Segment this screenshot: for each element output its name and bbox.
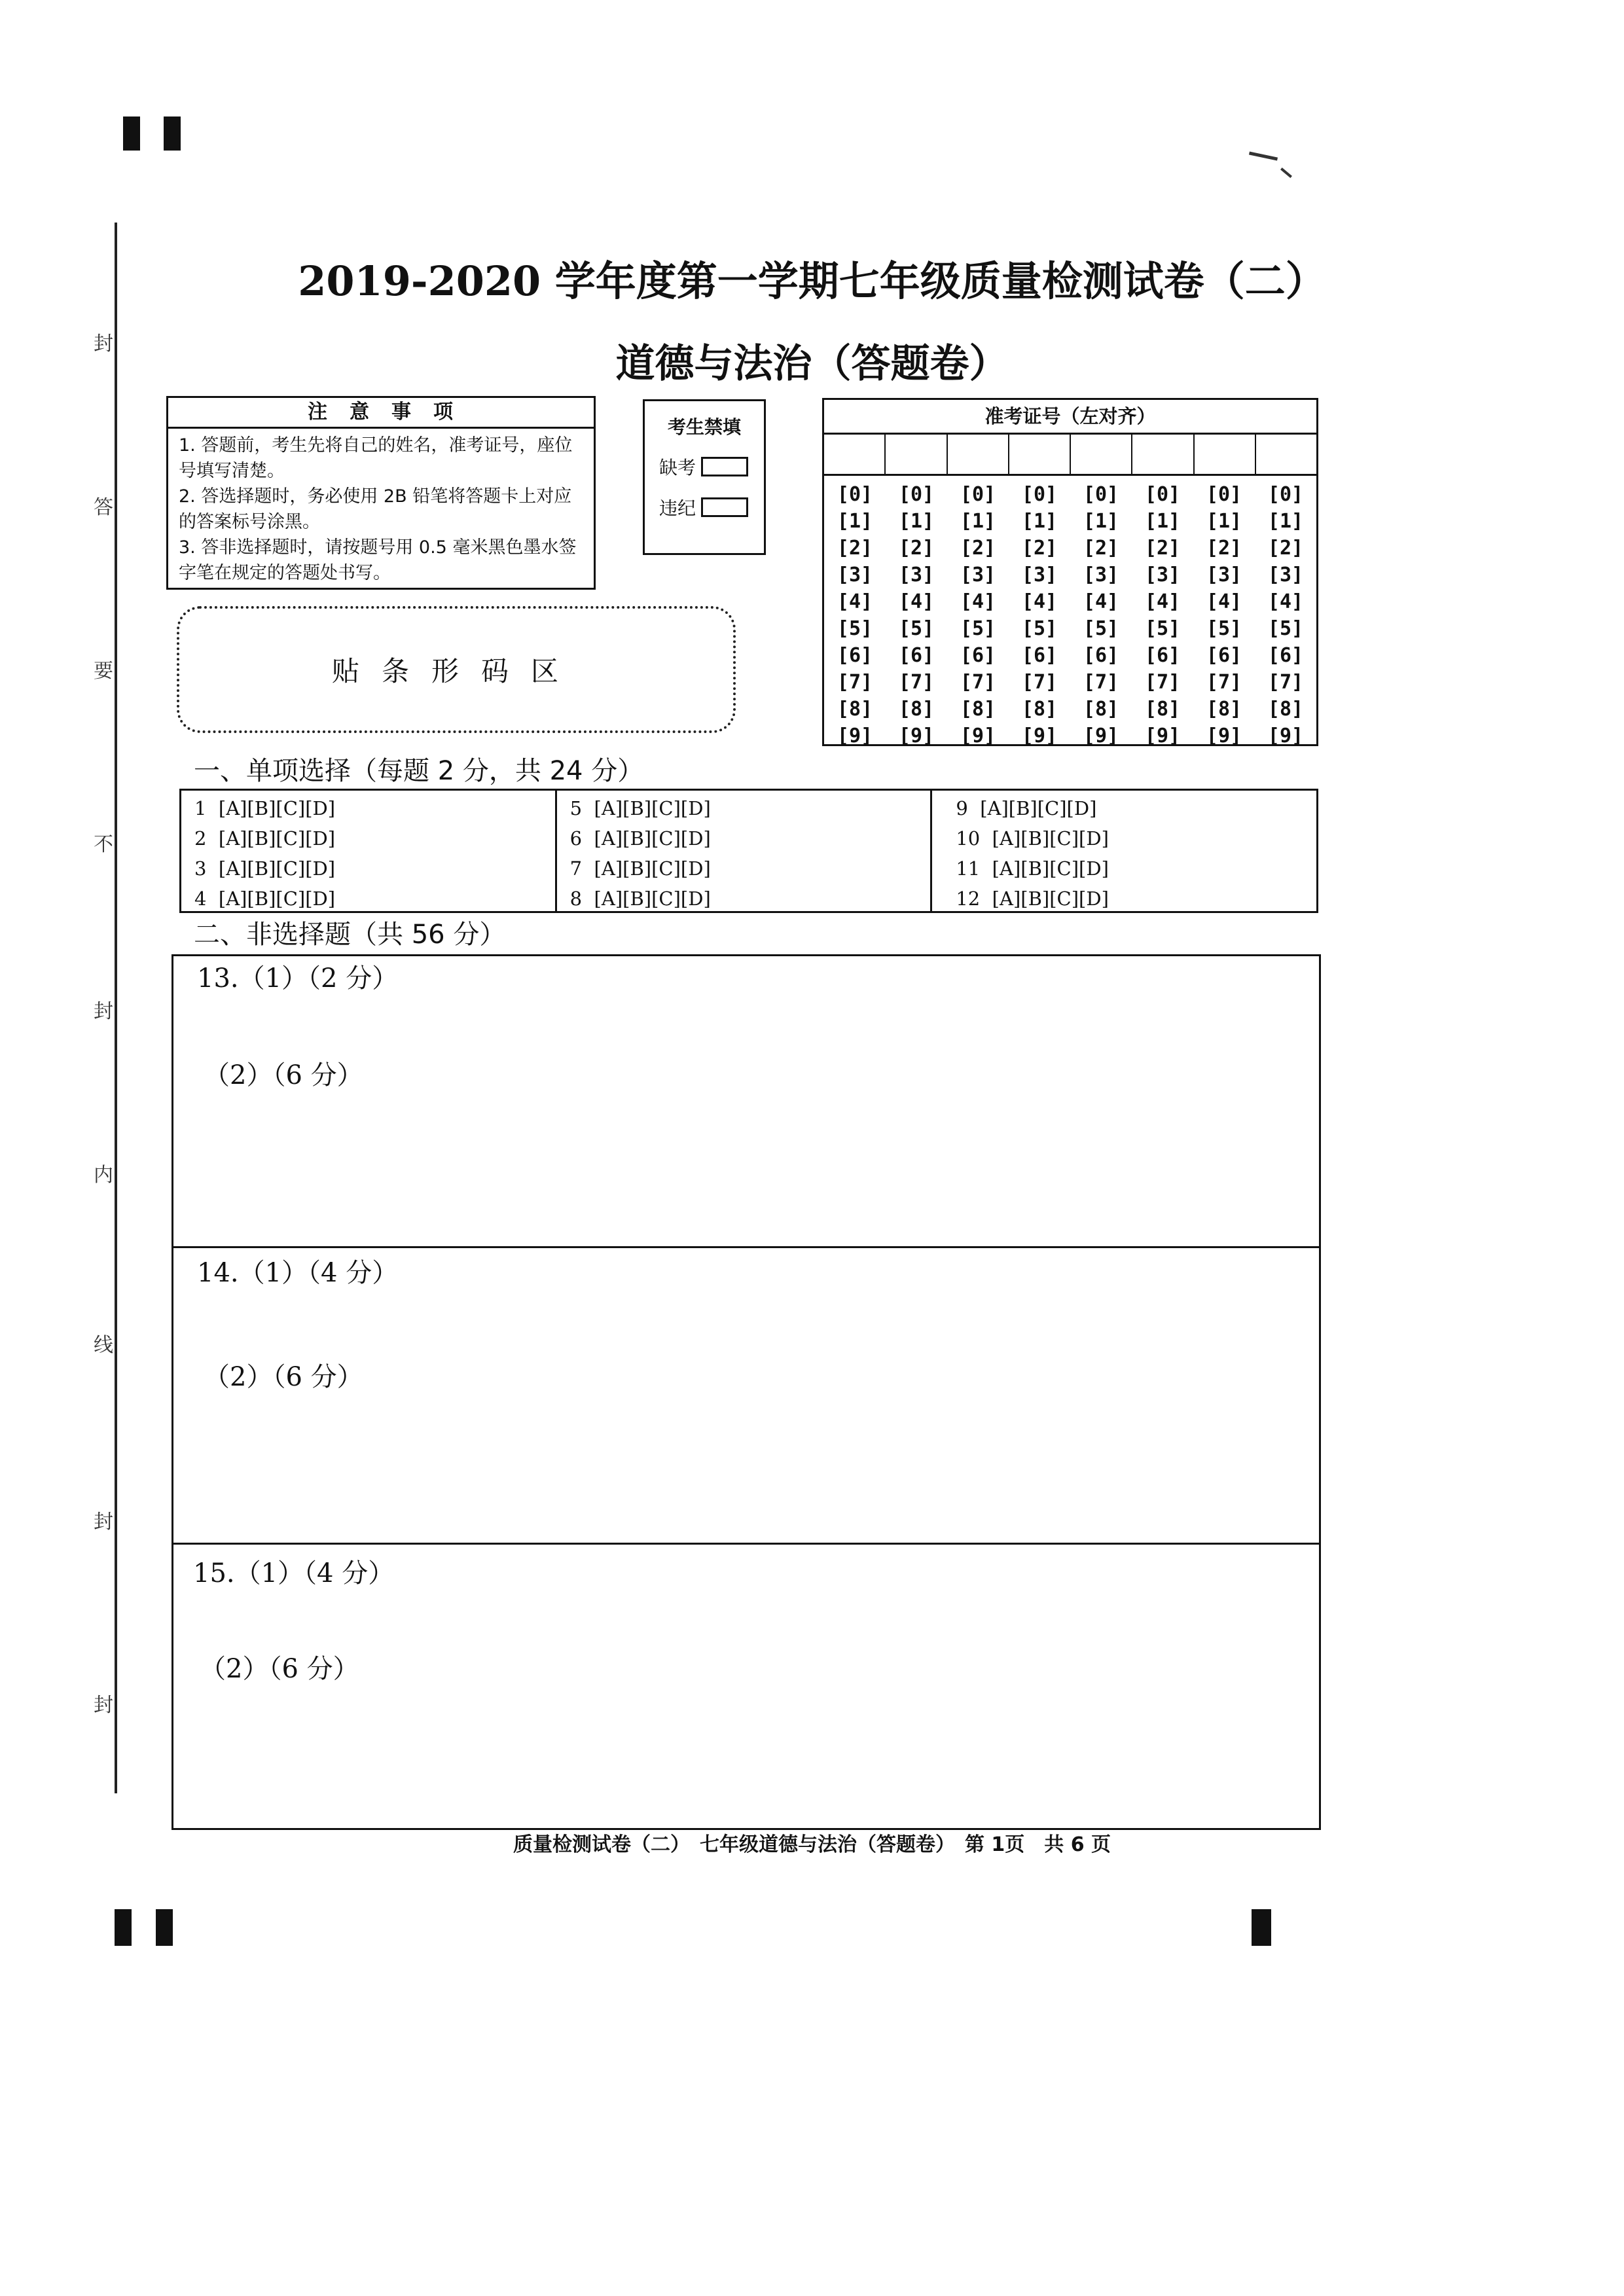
binding-char: 封 <box>94 332 113 355</box>
exam-id-bubble[interactable]: [1] <box>960 510 996 533</box>
exam-id-bubble[interactable]: [7] <box>1206 671 1242 694</box>
exam-id-bubble[interactable]: [4] <box>1021 590 1058 613</box>
exam-id-bubble[interactable]: [7] <box>1083 671 1119 694</box>
exam-id-bubble[interactable]: [3] <box>1021 564 1058 586</box>
exam-id-bubble[interactable]: [5] <box>898 617 935 640</box>
exam-id-bubble[interactable]: [2] <box>1083 537 1119 560</box>
exam-id-bubble[interactable]: [4] <box>1083 590 1119 613</box>
exam-id-digit-column[interactable] <box>1070 481 1132 749</box>
exam-id-bubble[interactable]: [9] <box>898 725 935 747</box>
choice-column <box>181 791 557 911</box>
exam-id-bubble[interactable]: [2] <box>898 537 935 560</box>
alignment-mark <box>123 117 140 151</box>
choice-column <box>932 791 1316 911</box>
absent-label: 缺考 <box>659 457 696 478</box>
exam-id-digit-column[interactable] <box>1193 481 1255 749</box>
exam-id-bubble[interactable]: [4] <box>898 590 935 613</box>
exam-id-bubble[interactable]: [6] <box>1083 644 1119 667</box>
exam-id-bubble[interactable]: [8] <box>1144 698 1181 721</box>
exam-id-bubble[interactable]: [8] <box>898 698 935 721</box>
barcode-area[interactable] <box>177 606 736 733</box>
notice-box <box>166 396 596 590</box>
question-13-part-2: （2）（6 分） <box>204 1060 363 1090</box>
choice-row[interactable]: 5 [A][B][C][D] <box>569 797 711 819</box>
exam-id-bubble[interactable]: [3] <box>960 564 996 586</box>
binding-char: 封 <box>94 1000 113 1023</box>
exam-id-bubble[interactable]: [0] <box>837 483 873 506</box>
choice-row[interactable]: 7 [A][B][C][D] <box>569 857 711 880</box>
exam-id-bubble[interactable]: [9] <box>1206 725 1242 747</box>
exam-id-bubble[interactable]: [5] <box>1144 617 1181 640</box>
exam-id-bubble[interactable]: [9] <box>1083 725 1119 747</box>
exam-id-bubble[interactable]: [6] <box>1021 644 1058 667</box>
exam-id-bubble[interactable]: [8] <box>1083 698 1119 721</box>
page-title: 2019-2020 学年度第一学期七年级质量检测试卷（二） <box>298 257 1326 305</box>
exam-id-bubble[interactable]: [4] <box>837 590 873 613</box>
exam-id-bubble[interactable]: [0] <box>1206 483 1242 506</box>
choice-row[interactable]: 9 [A][B][C][D] <box>956 797 1097 819</box>
question-15-part-2: （2）（6 分） <box>200 1654 359 1684</box>
exam-id-bubble[interactable]: [7] <box>960 671 996 694</box>
exam-id-bubble[interactable]: [9] <box>1144 725 1181 747</box>
question-15-block[interactable] <box>173 1543 1319 1828</box>
absent-checkbox[interactable] <box>701 457 748 476</box>
choice-row[interactable]: 6 [A][B][C][D] <box>569 827 711 850</box>
question-14-block[interactable] <box>173 1246 1319 1543</box>
scan-speck <box>1280 168 1292 178</box>
binding-char: 线 <box>94 1334 113 1357</box>
violation-label: 违纪 <box>659 497 696 519</box>
exam-id-grid <box>822 398 1318 746</box>
alignment-mark <box>115 1909 132 1946</box>
choice-row[interactable]: 2 [A][B][C][D] <box>194 827 336 850</box>
binding-char: 封 <box>94 1694 113 1717</box>
choice-row[interactable]: 4 [A][B][C][D] <box>194 888 336 910</box>
exam-id-digit-column[interactable] <box>886 481 947 749</box>
exam-id-bubble[interactable]: [6] <box>1206 644 1242 667</box>
exam-id-bubble[interactable]: [6] <box>1267 644 1304 667</box>
exam-id-bubble[interactable]: [5] <box>1267 617 1304 640</box>
binding-char: 要 <box>94 660 113 683</box>
absence-title: 考生禁填 <box>667 416 741 438</box>
exam-id-bubble[interactable]: [1] <box>1083 510 1119 533</box>
exam-id-bubble[interactable]: [9] <box>1021 725 1058 747</box>
exam-id-bubbles[interactable] <box>824 476 1316 749</box>
exam-id-bubble[interactable]: [9] <box>960 725 996 747</box>
exam-id-bubble[interactable]: [0] <box>1083 483 1119 506</box>
exam-id-bubble[interactable]: [1] <box>837 510 873 533</box>
exam-id-bubble[interactable]: [8] <box>1021 698 1058 721</box>
alignment-mark <box>1252 1909 1271 1946</box>
page-footer: 质量检测试卷（二） 七年级道德与法治（答题卷） 第 1页 共 6 页 <box>513 1833 1111 1856</box>
exam-id-bubble[interactable]: [9] <box>837 725 873 747</box>
exam-id-bubble[interactable]: [6] <box>837 644 873 667</box>
choice-row[interactable]: 8 [A][B][C][D] <box>569 888 711 910</box>
exam-id-bubble[interactable]: [2] <box>960 537 996 560</box>
exam-id-bubble[interactable]: [0] <box>960 483 996 506</box>
barcode-label: 贴条形码区 <box>331 655 581 687</box>
notice-item: 1. 答题前，考生先将自己的姓名，准考证号，座位号填写清楚。 <box>179 435 573 481</box>
violation-checkbox[interactable] <box>701 497 748 517</box>
exam-id-bubble[interactable]: [3] <box>1083 564 1119 586</box>
exam-id-bubble[interactable]: [0] <box>1267 483 1304 506</box>
exam-id-bubble[interactable]: [2] <box>1144 537 1181 560</box>
exam-id-bubble[interactable]: [4] <box>1144 590 1181 613</box>
exam-id-bubble[interactable]: [7] <box>837 671 873 694</box>
exam-id-bubble[interactable]: [3] <box>1144 564 1181 586</box>
exam-id-bubble[interactable]: [6] <box>1144 644 1181 667</box>
binding-char: 答 <box>94 496 113 519</box>
question-14-part-1: 14.（1）（4 分） <box>197 1258 399 1288</box>
exam-id-bubble[interactable]: [2] <box>1021 537 1058 560</box>
exam-id-bubble[interactable]: [4] <box>960 590 996 613</box>
exam-id-bubble[interactable]: [0] <box>1144 483 1181 506</box>
question-15-part-1: 15.（1）（4 分） <box>193 1558 395 1588</box>
exam-id-bubble[interactable]: [1] <box>1267 510 1304 533</box>
exam-id-heading: 准考证号（左对齐） <box>824 400 1316 435</box>
exam-id-bubble[interactable]: [1] <box>1144 510 1181 533</box>
exam-id-bubble[interactable]: [7] <box>1144 671 1181 694</box>
exam-id-bubble[interactable]: [0] <box>1021 483 1058 506</box>
choice-table <box>179 789 1318 913</box>
exam-id-bubble[interactable]: [5] <box>1206 617 1242 640</box>
exam-id-write-boxes[interactable] <box>824 435 1316 476</box>
exam-id-bubble[interactable]: [1] <box>1021 510 1058 533</box>
exam-id-bubble[interactable]: [2] <box>837 537 873 560</box>
exam-id-bubble[interactable]: [4] <box>1267 590 1304 613</box>
exam-id-bubble[interactable]: [2] <box>1206 537 1242 560</box>
alignment-mark <box>164 117 181 151</box>
notice-item: 3. 答非选择题时，请按题号用 0.5 毫米黑色墨水签字笔在规定的答题处书写。 <box>179 537 577 583</box>
choice-row[interactable]: 10 [A][B][C][D] <box>956 827 1109 850</box>
choice-column <box>557 791 933 911</box>
exam-id-bubble[interactable]: [5] <box>1083 617 1119 640</box>
exam-id-bubble[interactable]: [8] <box>1267 698 1304 721</box>
exam-id-digit-column[interactable] <box>1132 481 1193 749</box>
exam-id-bubble[interactable]: [6] <box>960 644 996 667</box>
exam-id-bubble[interactable]: [1] <box>898 510 935 533</box>
exam-id-digit-column[interactable] <box>947 481 1009 749</box>
exam-id-digit-column[interactable] <box>824 481 886 749</box>
absence-box <box>643 399 766 555</box>
exam-id-bubble[interactable]: [7] <box>1021 671 1058 694</box>
question-13-part-1: 13.（1）（2 分） <box>197 963 399 994</box>
binding-char: 不 <box>94 833 113 856</box>
exam-id-bubble[interactable]: [7] <box>1267 671 1304 694</box>
exam-id-bubble[interactable]: [8] <box>960 698 996 721</box>
exam-id-bubble[interactable]: [5] <box>837 617 873 640</box>
exam-id-bubble[interactable]: [7] <box>898 671 935 694</box>
binding-char: 内 <box>94 1164 113 1187</box>
exam-id-digit-column[interactable] <box>1255 481 1316 749</box>
scan-speck <box>1249 151 1278 160</box>
choice-row[interactable]: 3 [A][B][C][D] <box>194 857 336 880</box>
exam-id-bubble[interactable]: [4] <box>1206 590 1242 613</box>
exam-id-bubble[interactable]: [6] <box>898 644 935 667</box>
exam-id-bubble[interactable]: [3] <box>898 564 935 586</box>
notice-heading: 注 意 事 项 <box>168 398 594 429</box>
choice-row[interactable]: 12 [A][B][C][D] <box>956 888 1109 910</box>
exam-id-digit-column[interactable] <box>1009 481 1070 749</box>
exam-id-bubble[interactable]: [3] <box>1206 564 1242 586</box>
choice-row[interactable]: 1 [A][B][C][D] <box>194 797 336 819</box>
exam-id-bubble[interactable]: [3] <box>837 564 873 586</box>
exam-id-bubble[interactable]: [9] <box>1267 725 1304 747</box>
exam-id-bubble[interactable]: [8] <box>1206 698 1242 721</box>
choice-row[interactable]: 11 [A][B][C][D] <box>956 857 1109 880</box>
section-2-heading: 二、非选择题（共 56 分） <box>194 920 506 950</box>
page-subtitle: 道德与法治（答题卷） <box>615 341 1009 387</box>
exam-id-bubble[interactable]: [0] <box>898 483 935 506</box>
exam-id-bubble[interactable]: [1] <box>1206 510 1242 533</box>
exam-id-bubble[interactable]: [3] <box>1267 564 1304 586</box>
section-1-heading: 一、单项选择（每题 2 分，共 24 分） <box>194 756 644 786</box>
question-14-part-2: （2）（6 分） <box>204 1362 363 1392</box>
answer-area <box>171 954 1321 1830</box>
exam-id-bubble[interactable]: [8] <box>837 698 873 721</box>
notice-item: 2. 答选择题时，务必使用 2B 铅笔将答题卡上对应的答案标号涂黑。 <box>179 486 572 532</box>
exam-id-bubble[interactable]: [5] <box>1021 617 1058 640</box>
binding-char: 封 <box>94 1511 113 1534</box>
exam-id-bubble[interactable]: [2] <box>1267 537 1304 560</box>
exam-id-bubble[interactable]: [5] <box>960 617 996 640</box>
question-13-block[interactable] <box>173 956 1319 1246</box>
alignment-mark <box>156 1909 173 1946</box>
